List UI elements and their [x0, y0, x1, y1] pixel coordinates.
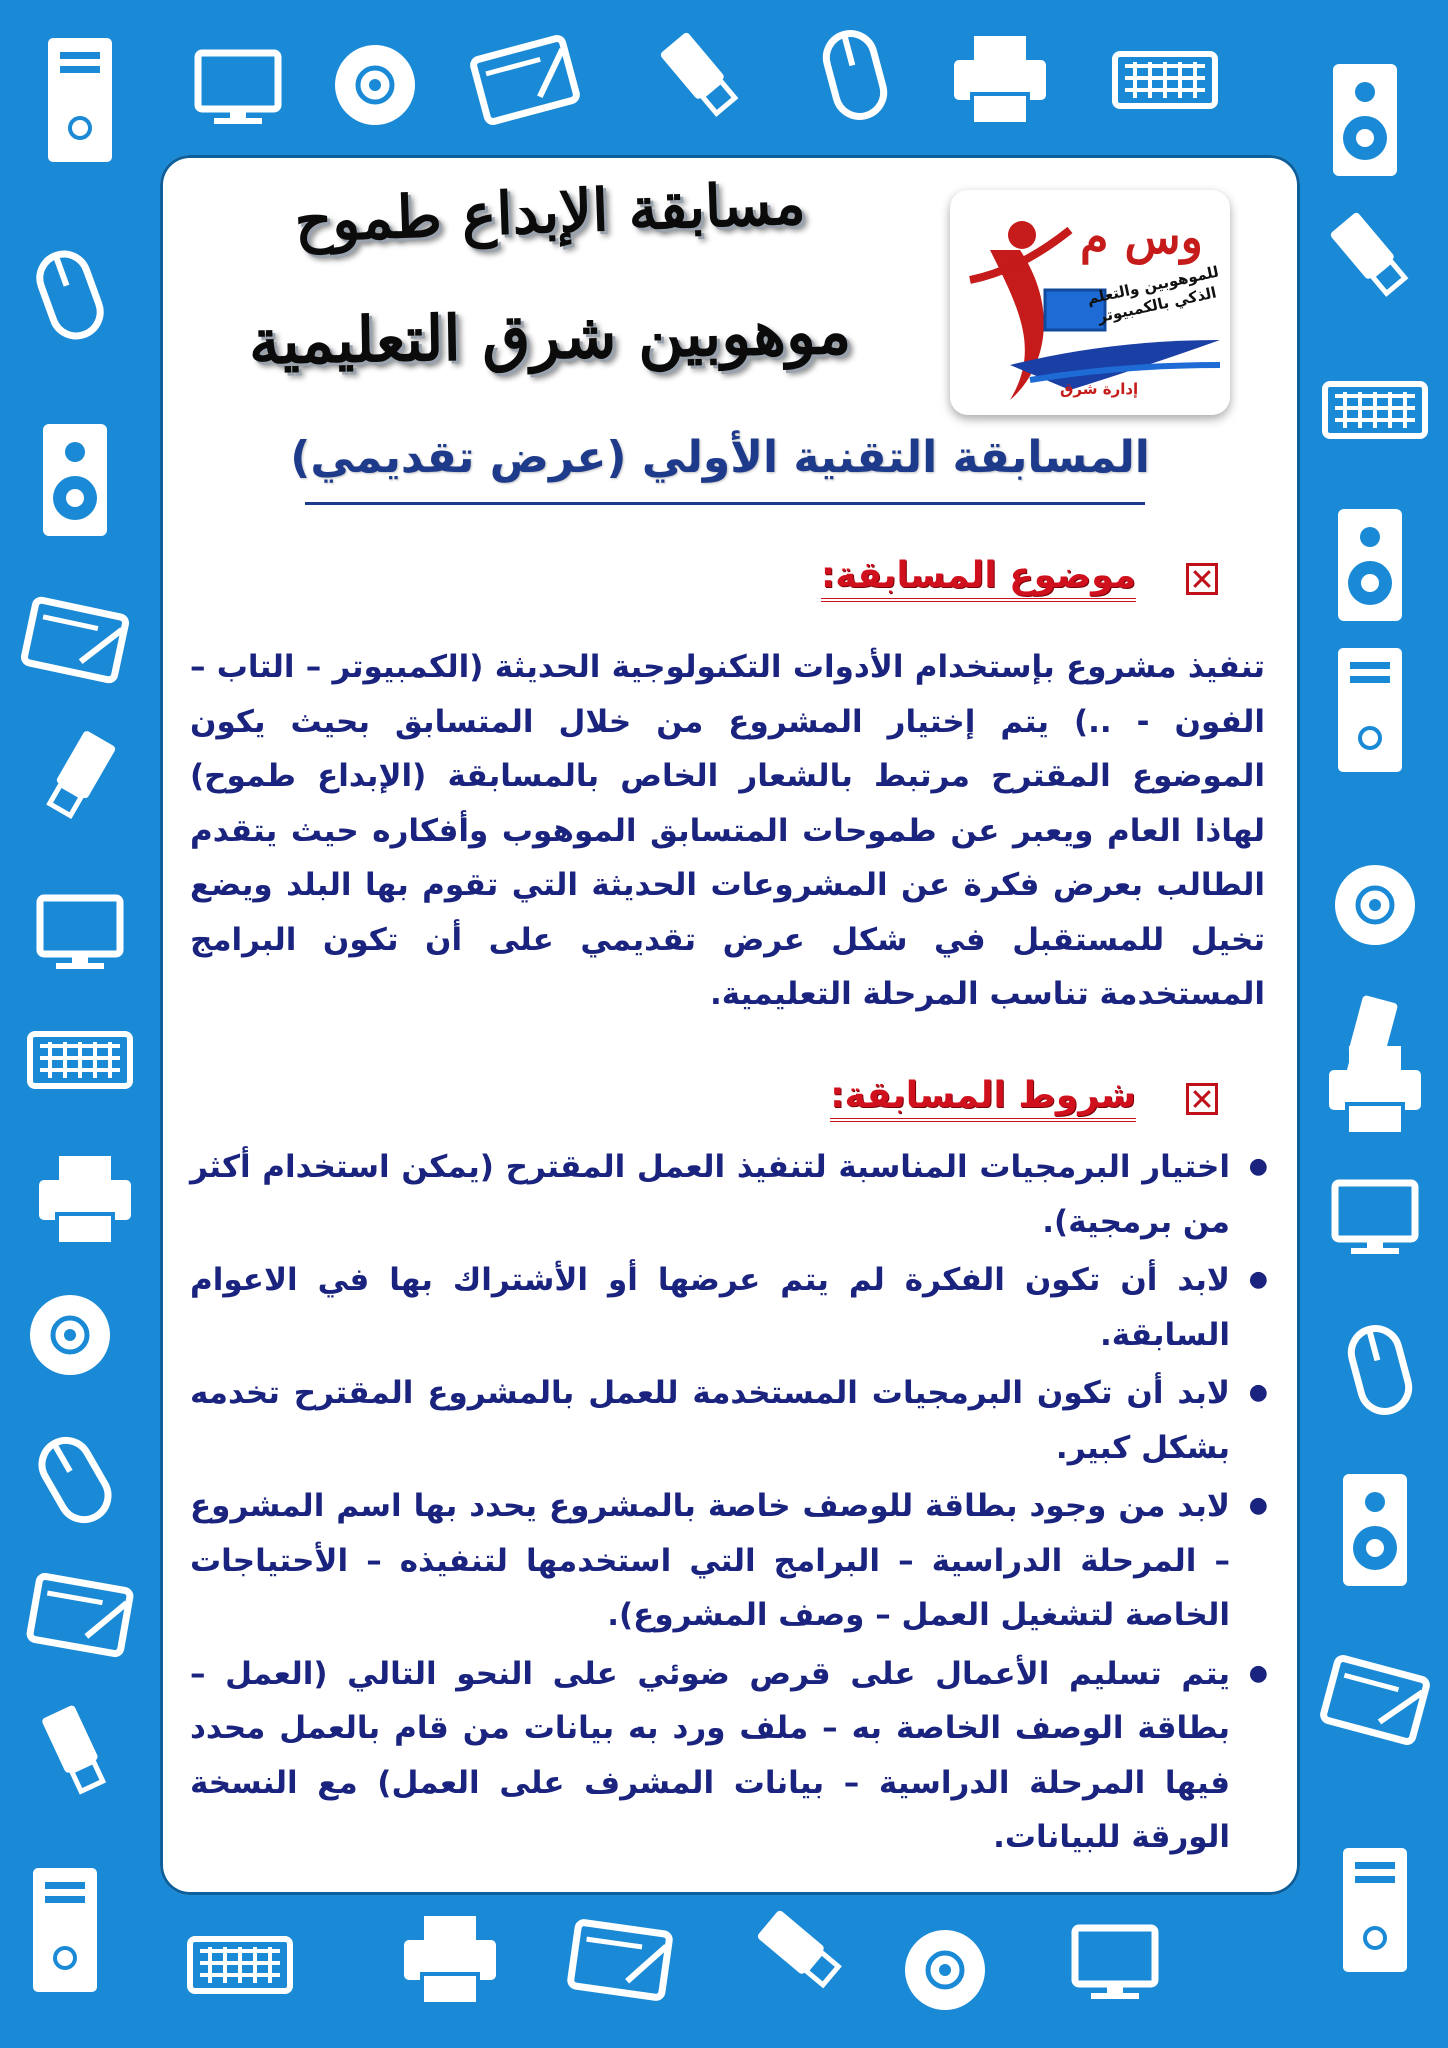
close-box-icon [1186, 1083, 1218, 1115]
page-subtitle: المسابقة التقنية الأولي (عرض تقديمي) [290, 432, 1150, 483]
main-title-line1: مسابقة الإبداع طموح [293, 169, 807, 255]
close-box-icon [1186, 563, 1218, 595]
list-item: ● لابد أن تكون البرمجيات المستخدمة للعمل بالمشروع المقترح تخدمه بشكل كبير. [190, 1366, 1270, 1475]
topic-paragraph: تنفيذ مشروع بإستخدام الأدوات التكنولوجية الحديثة (الكمبيوتر – التاب – الفون - ..) يتم إختيار المشروع من خلال المتسابق بحيث يكون الموضوع المقترح مرتبط بالشعار الخاص بالمسابقة (الإبداع طموح) لهاذا العام ويعبر عن طموحات المتسابق الموهوب وأفكاره حيث يتقدم الطالب بعرض فكرة عن المشروعات الحديثة التي تقوم بها البلد ويضع تخيل للمستقبل في شكل عرض تقديمي على أن تكون البرامج المستخدمة تناسب المرحلة التعليمية. [190, 649, 1265, 1012]
conditions-heading-row [830, 1075, 1218, 1122]
logo-main-text: وس م [1080, 210, 1203, 264]
main-title-line2: موهوبين شرق التعليمية [248, 294, 852, 379]
topic-heading: موضوع المسابقة: [821, 555, 1136, 602]
list-item: ● اختيار البرمجيات المناسبة لتنفيذ العمل المقترح (يمكن استخدام أكثر من برمجية). [190, 1140, 1270, 1249]
logo-sub-text: للموهوبين والتعلم الذكي بالكمبيوتر [1085, 262, 1221, 327]
list-item: ● لابد أن تكون الفكرة لم يتم عرضها أو الأشتراك بها في الاعوام السابقة. [190, 1253, 1270, 1362]
list-item: ● لابد من وجود بطاقة للوصف خاصة بالمشروع يحدد بها اسم المشروع – المرحلة الدراسية – البرامج التي استخدمها لتنفيذه – الأحتياجات الخاصة لتشغيل العمل – وصف المشروع). [190, 1479, 1270, 1643]
conditions-heading: شروط المسابقة: [830, 1075, 1136, 1122]
conditions-list [190, 1140, 1270, 1869]
subtitle-underline [305, 502, 1145, 505]
list-item: ● يتم تسليم الأعمال على قرص ضوئي على النحو التالي (العمل – بطاقة الوصف الخاصة به – ملف ورد به بيانات من قام بالعمل محدد فيها المرحلة الدراسية – بيانات المشرف على العمل) مع النسخة الورقة للبيانات. [190, 1647, 1270, 1865]
logo-admin-text: إدارة شرق [1060, 380, 1139, 398]
logo [950, 190, 1230, 415]
topic-heading-row [821, 555, 1218, 602]
